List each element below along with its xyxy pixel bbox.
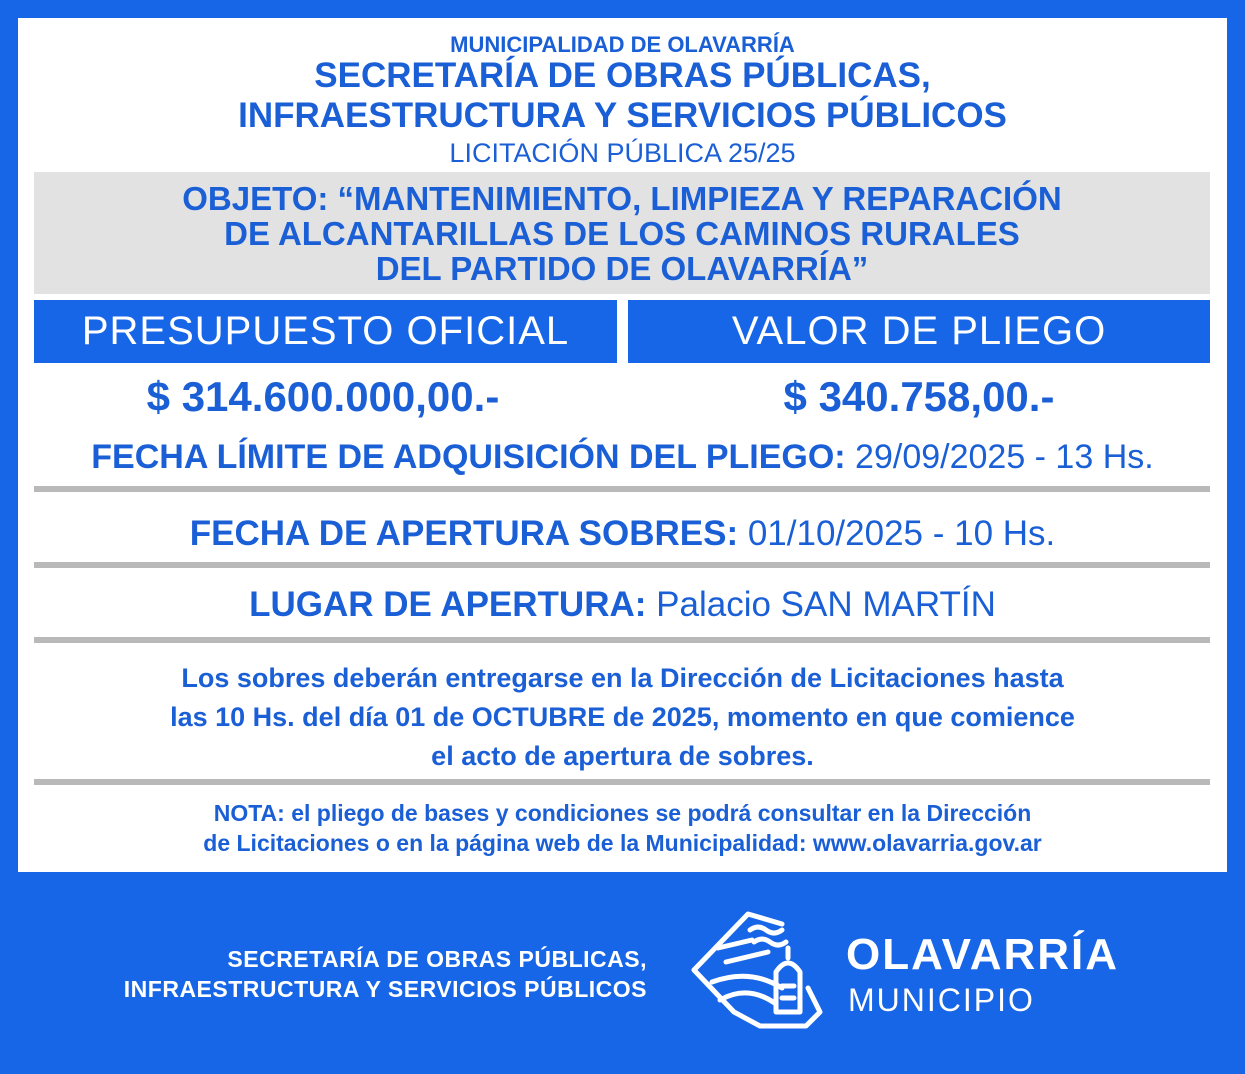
deadline-row	[18, 438, 1227, 477]
notice-panel	[18, 18, 1227, 872]
secretariat-title	[18, 56, 1227, 136]
footer-secretariat-line2: INFRAESTRUCTURA Y SERVICIOS PÚBLICOS	[123, 976, 647, 1002]
olavarria-municipio-logo-icon	[690, 908, 824, 1032]
envelopes-note-line1: Los sobres deberán entregarse en la Dirección de Licitaciones hasta	[181, 663, 1064, 693]
budget-label: PRESUPUESTO OFICIAL	[81, 309, 570, 353]
brand	[846, 930, 1119, 1020]
footer-secretariat-line1: SECRETARÍA DE OBRAS PÚBLICAS,	[227, 946, 647, 972]
opening-date-value: 01/10/2025 - 10 Hs.	[738, 514, 1056, 553]
secretariat-title-line1: SECRETARÍA DE OBRAS PÚBLICAS,	[314, 56, 931, 95]
separator	[34, 637, 1210, 643]
opening-place-label: LUGAR DE APERTURA:	[249, 585, 647, 624]
separator	[34, 486, 1210, 492]
opening-place-value: Palacio SAN MARTÍN	[646, 585, 996, 624]
brand-name: OLAVARRÍA	[846, 930, 1120, 979]
objeto-box	[34, 172, 1210, 294]
footer-secretariat	[124, 944, 647, 1004]
deadline-value: 29/09/2025 - 13 Hs.	[845, 438, 1154, 476]
pliego-value-label-box	[628, 300, 1210, 363]
deadline-label: FECHA LÍMITE DE ADQUISICIÓN DEL PLIEGO:	[91, 438, 846, 476]
envelopes-note	[18, 659, 1227, 776]
envelopes-note-line3: el acto de apertura de sobres.	[431, 741, 814, 771]
budget-amount: $ 314.600.000,00.-	[146, 373, 500, 420]
opening-date-row	[18, 514, 1227, 554]
pliego-value-label: VALOR DE PLIEGO	[731, 309, 1107, 353]
brand-subtitle: MUNICIPIO	[848, 982, 1035, 1018]
nota-text	[18, 798, 1227, 858]
budget-label-box	[34, 300, 617, 363]
municipality-title: MUNICIPALIDAD DE OLAVARRÍA	[450, 32, 795, 57]
nota-line2: de Licitaciones o en la página web de la Municipalidad: www.olavarria.gov.ar	[203, 830, 1042, 856]
opening-place-row	[18, 585, 1227, 625]
pliego-amount: $ 340.758,00.-	[783, 373, 1055, 420]
secretariat-title-line2: INFRAESTRUCTURA Y SERVICIOS PÚBLICOS	[238, 96, 1007, 135]
envelopes-note-line2: las 10 Hs. del día 01 de OCTUBRE de 2025, momento en que comience	[170, 702, 1075, 732]
nota-line1: NOTA: el pliego de bases y condiciones se podrá consultar en la Dirección	[213, 800, 1032, 826]
opening-date-label: FECHA DE APERTURA SOBRES:	[189, 514, 739, 553]
objeto-text: OBJETO: “MANTENIMIENTO, LIMPIEZA Y REPARACIÓN DE ALCANTARILLAS DE LOS CAMINOS RURALES DEL PARTIDO DE OLAVARRÍA”	[182, 179, 1062, 287]
separator	[34, 562, 1210, 568]
tender-number: LICITACIÓN PÚBLICA 25/25	[449, 138, 796, 168]
separator	[34, 779, 1210, 785]
